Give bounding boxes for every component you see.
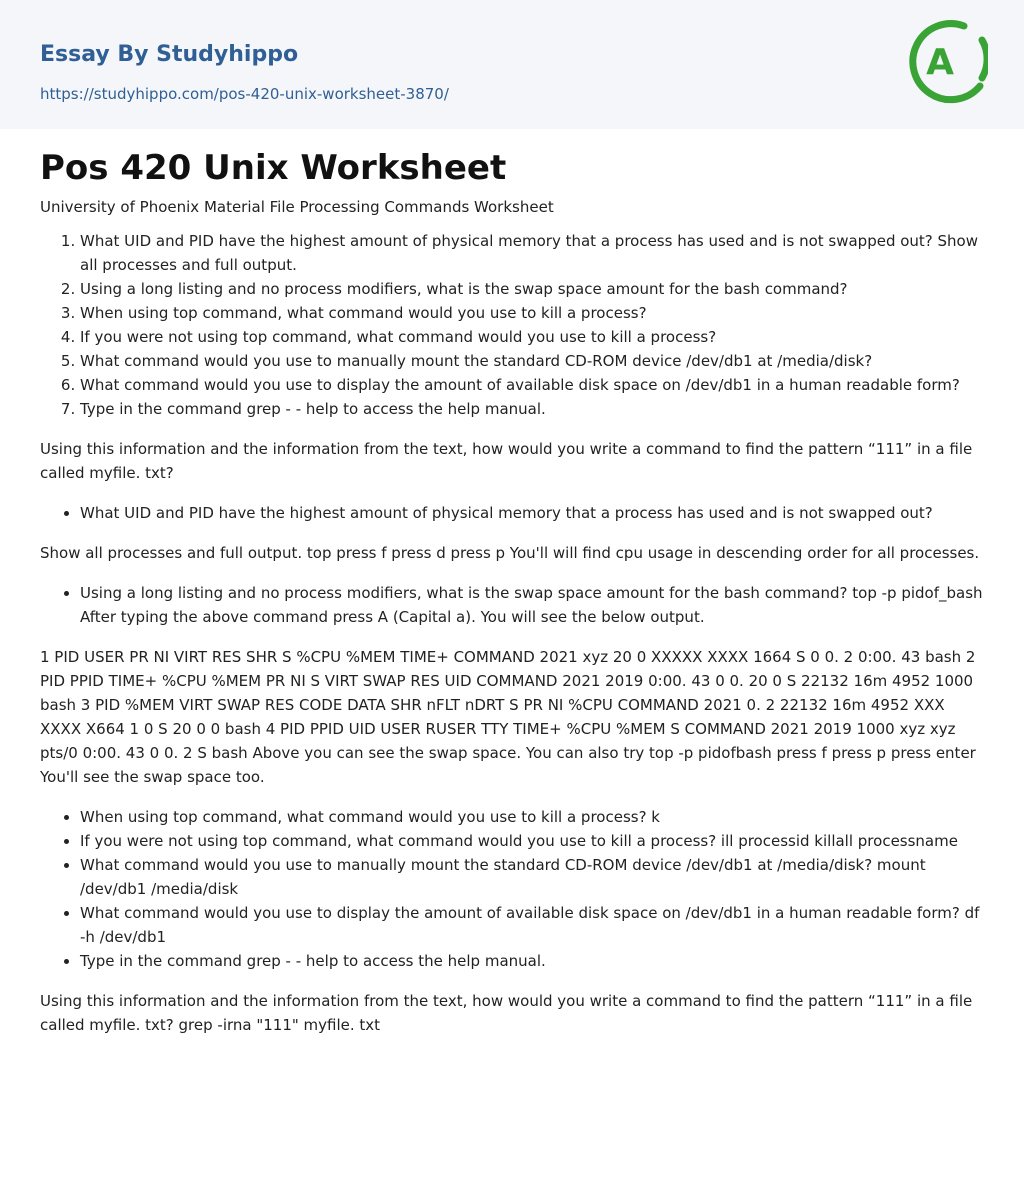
- paragraph: 1 PID USER PR NI VIRT RES SHR S %CPU %MEM TIME+ COMMAND 2021 xyz 20 0 XXXXX XXXX 1664 S 0 0. 2 0:00. 43 bash 2 PID PPID TIME+ %CPU %MEM PR NI S VIRT SWAP RES UID COMMAND 2021 2019 0:00. 43 0 0. 20 0 S 22132 16m 4952 1000 bash 3 PID %MEM VIRT SWAP RES CODE DATA SHR nFLT nDRT S PR NI %CPU COMMAND 2021 0. 2 22132 16m 4952 XXX XXXX X664 1 0 S 20 0 0 bash 4 PID PPID UID USER RUSER TTY TIME+ %CPU %MEM S COMMAND 2021 2019 1000 xyz xyz pts/0 0:00. 43 0 0. 2 S bash Above you can see the swap space. You can also try top -p pidofbash press f press p press enter You'll see the swap space too.: [40, 648, 976, 786]
- bullet-list: [40, 581, 984, 629]
- paragraph: Using this information and the information from the text, how would you write a command to find the pattern “111” in a file called myfile. txt?: [40, 440, 973, 482]
- list-item: • If you were not using top command, what command would you use to kill a process? ill processid killall processname: [80, 829, 984, 853]
- paragraph: Show all processes and full output. top press f press d press p You'll will find cpu usage in descending order for all processes.: [40, 544, 980, 562]
- list-item: 7. Type in the command grep - - help to access the help manual.: [80, 397, 984, 421]
- list-item: 2. Using a long listing and no process modifiers, what is the swap space amount for the bash command?: [80, 277, 984, 301]
- list-item: • When using top command, what command would you use to kill a process? k: [80, 805, 984, 829]
- bullet-list: [40, 501, 984, 525]
- list-item: • What command would you use to manually mount the standard CD-ROM device /dev/db1 at /media/disk? mount /dev/db1 /media/disk: [80, 853, 984, 901]
- list-item: 3. When using top command, what command would you use to kill a process?: [80, 301, 984, 325]
- article-subtitle: University of Phoenix Material File Processing Commands Worksheet: [40, 198, 554, 216]
- answers-list: [40, 805, 984, 973]
- list-item: 1. What UID and PID have the highest amount of physical memory that a process has used and is not swapped out? Show all processes and full output.: [80, 229, 984, 277]
- list-item: • Type in the command grep - - help to access the help manual.: [80, 949, 984, 973]
- questions-list: [40, 229, 984, 421]
- list-item: 6. What command would you use to display the amount of available disk space on /dev/db1 in a human readable form?: [80, 373, 984, 397]
- site-brand[interactable]: Essay By Studyhippo: [40, 42, 299, 67]
- list-item: 5. What command would you use to manually mount the standard CD-ROM device /dev/db1 at /media/disk?: [80, 349, 984, 373]
- article: [0, 147, 1024, 1037]
- list-item: 4. If you were not using top command, what command would you use to kill a process?: [80, 325, 984, 349]
- paragraph: Using this information and the information from the text, how would you write a command to find the pattern “111” in a file called myfile. txt? grep -irna "111" myfile. txt: [40, 992, 973, 1034]
- site-header: [0, 0, 1024, 129]
- page-url-link[interactable]: https://studyhippo.com/pos-420-unix-worksheet-3870/: [40, 85, 449, 103]
- logo-letter: A: [926, 42, 954, 83]
- studyhippo-logo-icon[interactable]: [908, 18, 988, 106]
- list-item: • Using a long listing and no process modifiers, what is the swap space amount for the bash command? top -p pidof_bash After typing the above command press A (Capital a). You will see the below output.: [80, 581, 984, 629]
- list-item: • What command would you use to display the amount of available disk space on /dev/db1 in a human readable form? df -h /dev/db1: [80, 901, 984, 949]
- list-item: • What UID and PID have the highest amount of physical memory that a process has used and is not swapped out?: [80, 501, 984, 525]
- page-title: Pos 420 Unix Worksheet: [40, 148, 507, 188]
